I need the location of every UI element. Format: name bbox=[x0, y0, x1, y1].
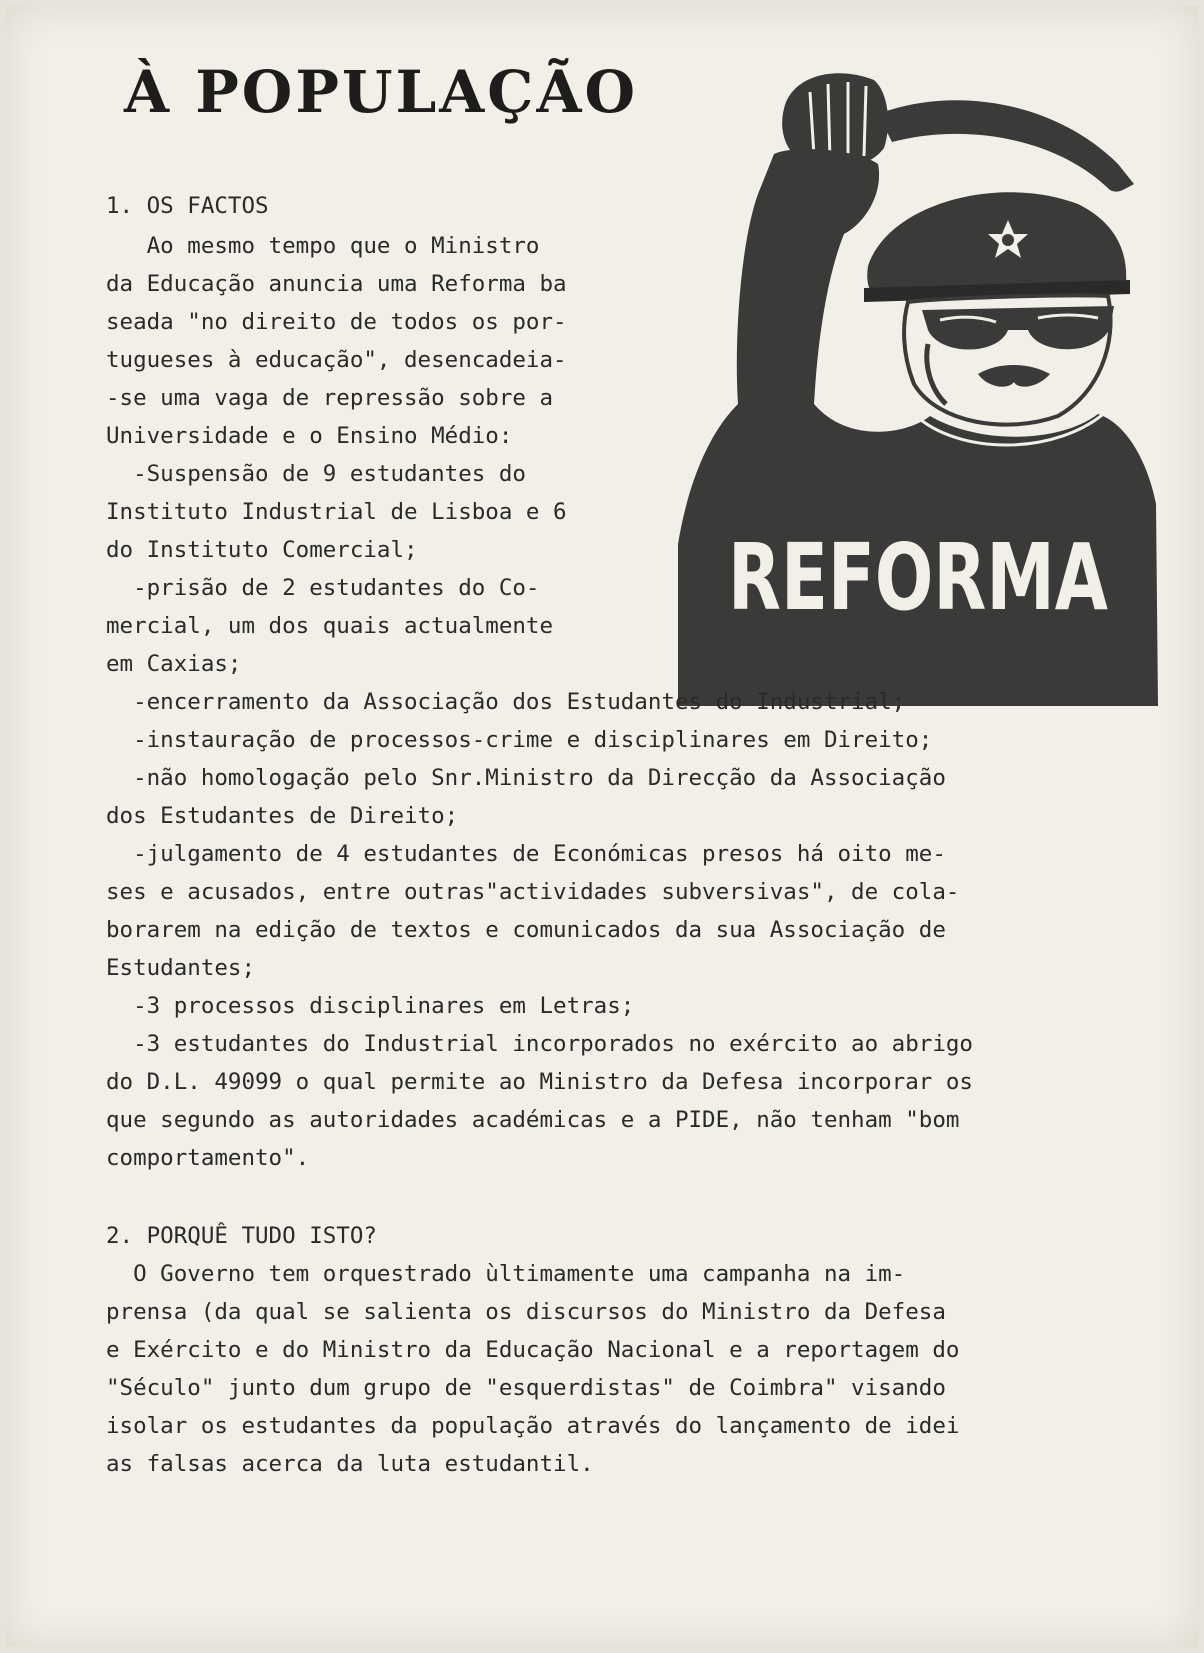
text-line: Universidade e o Ensino Médio: bbox=[106, 423, 513, 449]
section-heading: 1. OS FACTOS bbox=[106, 193, 269, 219]
text-line: prensa (da qual se salienta os discursos do Ministro da Defesa bbox=[106, 1299, 946, 1325]
text-line: ses e acusados, entre outras"actividades subversivas", de cola- bbox=[106, 879, 960, 905]
raised-arm bbox=[737, 149, 879, 404]
text-line: tugueses à educação", desencadeia- bbox=[106, 347, 567, 373]
text-line: da Educação anuncia uma Reforma ba bbox=[106, 271, 567, 297]
text-line: que segundo as autoridades académicas e a PIDE, não tenham "bom bbox=[106, 1107, 960, 1133]
text-line: comportamento". bbox=[106, 1145, 310, 1171]
text-line: seada "no direito de todos os por- bbox=[106, 309, 567, 335]
text-line: -Suspensão de 9 estudantes do bbox=[106, 461, 526, 487]
baton-icon bbox=[878, 100, 1134, 191]
text-line: Instituto Industrial de Lisboa e 6 bbox=[106, 499, 567, 525]
text-line: em Caxias; bbox=[106, 651, 242, 677]
text-line: -instauração de processos-crime e disciplinares em Direito; bbox=[106, 727, 933, 753]
text-line: isolar os estudantes da população através do lançamento de idei bbox=[106, 1413, 960, 1439]
text-line: -3 processos disciplinares em Letras; bbox=[106, 993, 635, 1019]
text-line: do D.L. 49099 o qual permite ao Ministro da Defesa incorporar os bbox=[106, 1069, 973, 1095]
text-line: -encerramento da Associação dos Estudantes do Industrial; bbox=[106, 689, 906, 715]
text-line: borarem na edição de textos e comunicados da sua Associação de bbox=[106, 917, 946, 943]
leaflet-page bbox=[6, 6, 1198, 1647]
text-line: O Governo tem orquestrado ùltimamente uma campanha na im- bbox=[106, 1261, 906, 1287]
section-heading: 2. PORQUÊ TUDO ISTO? bbox=[106, 1223, 377, 1249]
illustration-graphic bbox=[678, 44, 1186, 706]
text-line: mercial, um dos quais actualmente bbox=[106, 613, 554, 639]
text-line: -se uma vaga de repressão sobre a bbox=[106, 385, 554, 411]
illustration-caption: REFORMA bbox=[728, 524, 1108, 631]
headline: À POPULAÇÃO bbox=[124, 58, 638, 126]
text-line: Ao mesmo tempo que o Ministro bbox=[106, 233, 540, 259]
helmet-icon bbox=[867, 192, 1126, 294]
text-line: as falsas acerca da luta estudantil. bbox=[106, 1451, 594, 1477]
text-line: -3 estudantes do Industrial incorporados no exército ao abrigo bbox=[106, 1031, 973, 1057]
soldier-with-baton-illustration bbox=[678, 44, 1186, 706]
text-line: Estudantes; bbox=[106, 955, 256, 981]
text-line: -julgamento de 4 estudantes de Económicas presos há oito me- bbox=[106, 841, 946, 867]
text-line: "Século" junto dum grupo de "esquerdistas" de Coimbra" visando bbox=[106, 1375, 946, 1401]
text-line: e Exército e do Ministro da Educação Nacional e a reportagem do bbox=[106, 1337, 960, 1363]
text-line: dos Estudantes de Direito; bbox=[106, 803, 459, 829]
text-line: -prisão de 2 estudantes do Co- bbox=[106, 575, 540, 601]
text-line: -não homologação pelo Snr.Ministro da Direcção da Associação bbox=[106, 765, 946, 791]
text-line: do Instituto Comercial; bbox=[106, 537, 418, 563]
